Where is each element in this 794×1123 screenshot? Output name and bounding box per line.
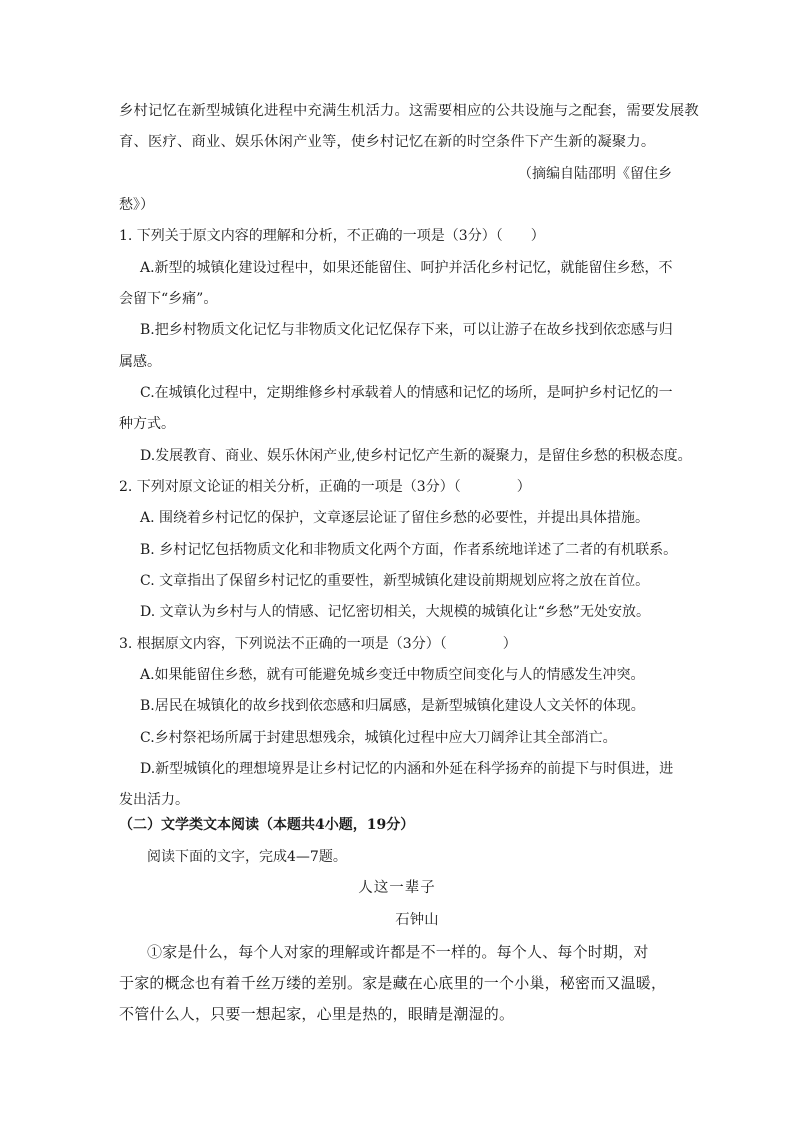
q1-option-b-cont: 属感。 xyxy=(119,354,161,370)
question-1-stem: 1. 下列关于原文内容的理解和分析，不正确的一项是（3分）（ ） xyxy=(119,228,545,244)
passage-line: 育、医疗、商业、娱乐休闲产业等，使乡村记忆在新的时空条件下产生新的凝聚力。 xyxy=(119,134,656,150)
source-citation: （摘编自陆邵明《留住乡 xyxy=(518,166,672,182)
essay-paragraph-line: ①家是什么，每个人对家的理解或许都是不一样的。每个人、每个时期，对 xyxy=(147,943,649,961)
question-2-stem: 2. 下列对原文论证的相关分析，正确的一项是（3分）（ ） xyxy=(119,479,531,495)
q1-option-b: B.把乡村物质文化记忆与非物质文化记忆保存下来，可以让游子在故乡找到依恋感与归 xyxy=(140,322,673,338)
q1-option-c: C.在城镇化过程中，定期维修乡村承载着人的情感和记忆的场所，是呵护乡村记忆的一 xyxy=(140,385,673,401)
q2-option-b: B. 乡村记忆包括物质文化和非物质文化两个方面，作者系统地详述了二者的有机联系。 xyxy=(140,542,678,558)
q1-option-a-cont: 会留下“乡痛”。 xyxy=(119,291,218,307)
q2-option-c: C. 文章指出了保留乡村记忆的重要性，新型城镇化建设前期规划应将之放在首位。 xyxy=(140,573,650,589)
reading-instruction: 阅读下面的文字，完成4—7题。 xyxy=(147,849,347,865)
q1-option-d: D.发展教育、商业、娱乐休闲产业,使乡村记忆产生新的凝聚力，是留住乡愁的积极态度。 xyxy=(140,448,692,464)
q3-option-d: D.新型城镇化的理想境界是让乡村记忆的内涵和外延在科学扬弃的前提下与时俱进，进 xyxy=(140,761,674,777)
essay-paragraph-line: 于家的概念也有着千丝万缕的差别。家是藏在心底里的一个小巢，秘密而又温暖， xyxy=(119,974,667,992)
question-3-stem: 3. 根据原文内容，下列说法不正确的一项是（3分）（ ） xyxy=(119,636,517,652)
q2-option-d: D. 文章认为乡村与人的情感、记忆密切相关，大规模的城镇化让“乡愁”无处安放。 xyxy=(140,604,650,620)
q2-option-a: A. 围绕着乡村记忆的保护，文章逐层论证了留住乡愁的必要性，并提出具体措施。 xyxy=(140,510,650,526)
q3-option-c: C.乡村祭祀场所属于封建思想残余，城镇化过程中应大刀阔斧让其全部消亡。 xyxy=(140,730,617,746)
section-heading: （二）文学类文本阅读（本题共4小题，19分） xyxy=(119,817,415,833)
q3-option-b: B.居民在城镇化的故乡找到依恋感和归属感，是新型城镇化建设人文关怀的体现。 xyxy=(140,698,645,714)
essay-title: 人这一辈子 xyxy=(358,880,436,896)
source-citation-cont: 愁》） xyxy=(119,197,154,213)
q1-option-a: A.新型的城镇化建设过程中，如果还能留住、呵护并活化乡村记忆，就能留住乡愁，不 xyxy=(140,260,673,276)
essay-author: 石钟山 xyxy=(395,912,439,928)
passage-line: 乡村记忆在新型城镇化进程中充满生机活力。这需要相应的公共设施与之配套，需要发展教 xyxy=(119,103,699,119)
q3-option-d-cont: 发出活力。 xyxy=(119,792,189,808)
q3-option-a: A.如果能留住乡愁，就有可能避免城乡变迁中物质空间变化与人的情感发生冲突。 xyxy=(140,667,645,683)
essay-paragraph-line: 不管什么人，只要一想起家，心里是热的，眼睛是潮湿的。 xyxy=(119,1005,515,1023)
q1-option-c-cont: 种方式。 xyxy=(119,416,175,432)
